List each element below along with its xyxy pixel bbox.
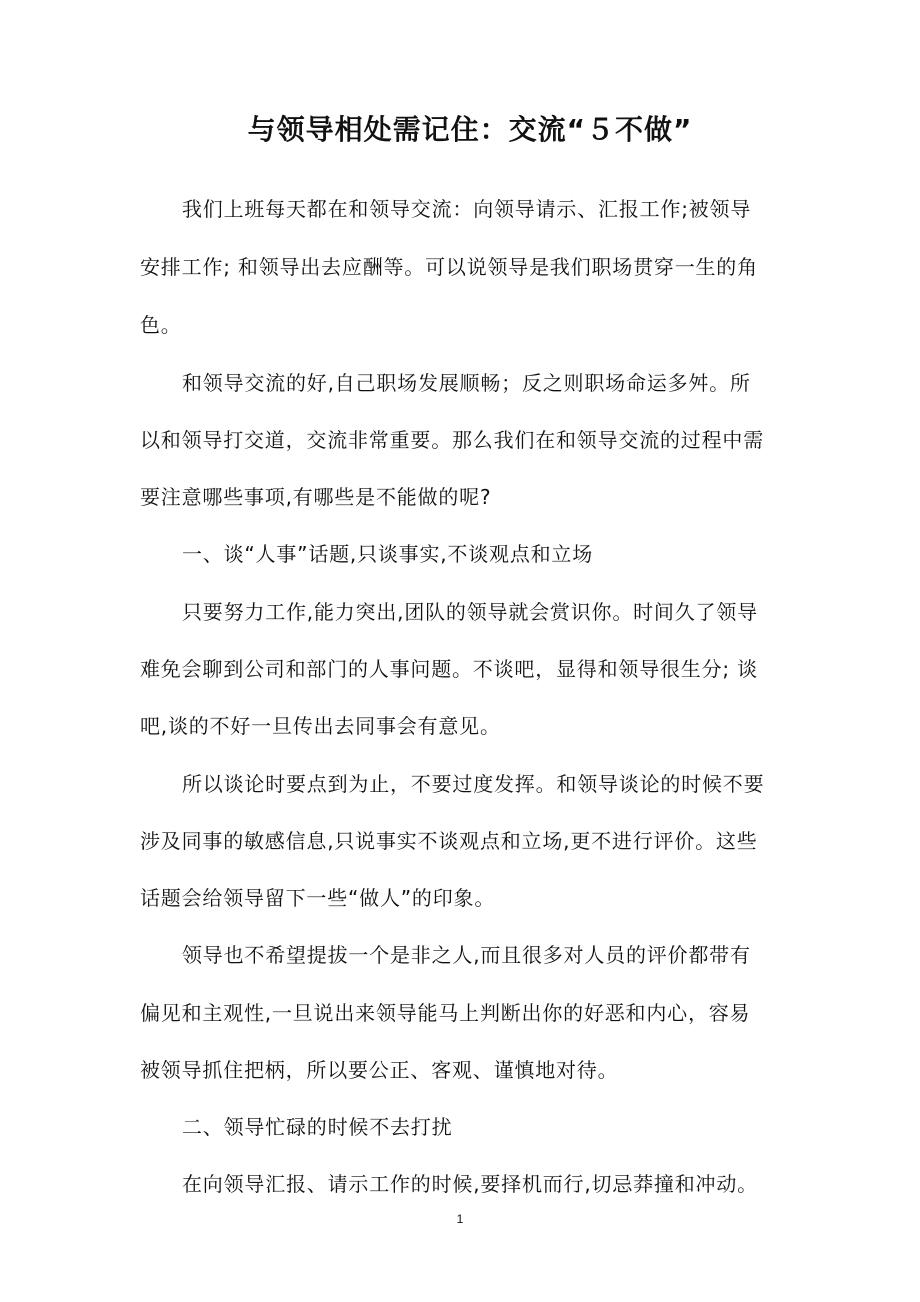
paragraph-6-line-1: 在向领导汇报、请示工作的时候,要择机而行,切忌莽撞和冲动。 — [182, 1172, 758, 1196]
paragraph-2-line-3: 要注意哪些事项,有哪些是不能做的呢? — [140, 485, 492, 509]
paragraph-3-line-3: 吧,谈的不好一旦传出去同事会有意见。 — [140, 714, 501, 738]
paragraph-4-line-3: 话题会给领导留下一些“做人”的印象。 — [140, 886, 496, 910]
paragraph-5-line-2: 偏见和主观性,一旦说出来领导能马上判断出你的好恶和内心，容易 — [140, 1001, 751, 1025]
paragraph-5-line-3: 被领导抓住把柄，所以要公正、客观、谨慎地对待。 — [140, 1058, 619, 1082]
paragraph-4-line-1: 所以谈论时要点到为止，不要过度发挥。和领导谈论的时候不要 — [182, 772, 765, 796]
paragraph-1-line-1: 我们上班每天都在和领导交流：向领导请示、汇报工作;被领导 — [182, 197, 752, 221]
paragraph-2-line-1: 和领导交流的好,自己职场发展顺畅；反之则职场命运多舛。所 — [182, 371, 751, 395]
page-number: 1 — [456, 1212, 464, 1226]
paragraph-1-line-2: 安排工作; 和领导出去应酬等。可以说领导是我们职场贯穿一生的角 — [140, 255, 758, 279]
paragraph-3-line-1: 只要努力工作,能力突出,团队的领导就会赏识你。时间久了领导 — [182, 600, 758, 624]
paragraph-1-line-3: 色。 — [140, 313, 182, 337]
paragraph-4-line-2: 涉及同事的敏感信息,只说事实不谈观点和立场,更不进行评价。这些 — [140, 829, 758, 853]
paragraph-3-line-2: 难免会聊到公司和部门的人事问题。不谈吧，显得和领导很生分; 谈 — [140, 657, 758, 681]
document-title: 与领导相处需记住：交流“５不做” — [247, 113, 693, 146]
paragraph-2-line-2: 以和领导打交道，交流非常重要。那么我们在和领导交流的过程中需 — [140, 428, 764, 452]
section-heading-2: 二、领导忙碌的时候不去打扰 — [182, 1115, 453, 1139]
paragraph-5-line-1: 领导也不希望提拔一个是非之人,而且很多对人员的评价都带有 — [182, 943, 751, 967]
section-heading-1: 一、谈“人事”话题,只谈事实,不谈观点和立场 — [182, 542, 594, 566]
